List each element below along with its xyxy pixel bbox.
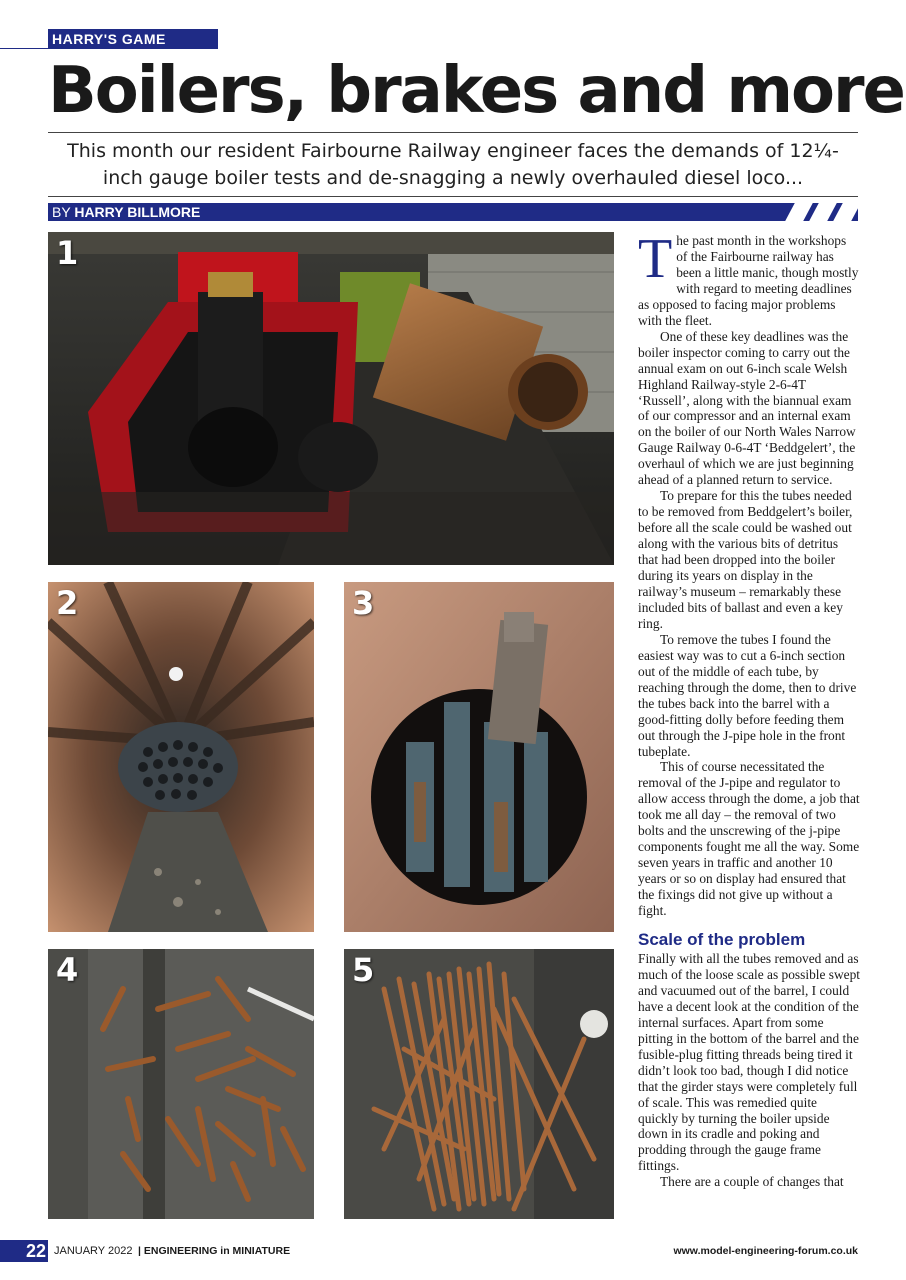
photo-3-image <box>344 582 614 932</box>
byline-author: HARRY BILLMORE <box>74 204 201 220</box>
article-paragraph: The past month in the workshops of the Fairbourne railway has been a little manic, though mostly with regard to meeting deadlines as opposed to facing major problems with the fleet. <box>638 233 859 328</box>
standfirst: This month our resident Fairbourne Railway engineer faces the demands of 12¼-inch gauge boiler tests and de-snagging a newly overhauled diesel loco... <box>67 140 839 189</box>
article-body <box>638 233 860 1227</box>
photo-1-image <box>48 232 614 565</box>
magazine-name: | ENGINEERING in MINIATURE <box>138 1245 291 1257</box>
page-number: 22 <box>0 1240 48 1262</box>
website-url: www.model-engineering-forum.co.uk <box>673 1245 858 1257</box>
article-subheading: Scale of the problem <box>638 929 806 949</box>
photo-5-image <box>344 949 614 1219</box>
title-rule <box>48 132 858 133</box>
article-paragraph: This of course necessitated the removal of the J-pipe and regulator to allow access through the dome, a job that took me all day – the removal of two bolts and the unscrewing of the j-pipe components fought me all the way. Some seven years in traffic and another 10 years or so on display had ensured that the fixings did not give up without a fight. <box>638 759 860 919</box>
byline-stripe <box>833 203 858 221</box>
section-tag: HARRY'S GAME <box>48 29 218 48</box>
article-paragraph: There are a couple of changes that <box>660 1174 844 1190</box>
photo-boiler-barrel <box>48 582 314 932</box>
page-title: Boilers, brakes and more <box>48 54 904 128</box>
photo-cut-tube-sections <box>48 949 314 1219</box>
photo-number: 1 <box>56 234 79 272</box>
standfirst-rule <box>48 196 858 197</box>
photo-removed-tubes <box>344 949 614 1219</box>
article-paragraph: One of these key deadlines was the boiler inspector coming to carry out the annual exam on out 6-inch scale Welsh Highland Railway-style 2-6-4T ‘Russell’, along with the biannual exam of our compressor and an internal exam on the boiler of our North Wales Narrow Gauge Railway 0-6-4T ‘Beddgelert’, the overhaul of which we are just beginning ahead of a planned return to service. <box>638 328 856 488</box>
drop-cap: T <box>638 233 673 290</box>
article-paragraph: Finally with all the tubes removed and as much of the loose scale as possible swept and vacuumed out of the barrel, I could have a decent look at the condition of the internal surfaces. Apart from some pitting in the bottom of the barrel and the fusible-plug fitting threads being tired it didn’t look too bad, though I did notice that the girder stays were completely full of scale. This was remedied quite quickly by turning the boiler upside down in its cradle and poking and prodding through the gauge frame fittings. <box>638 950 860 1174</box>
photo-dome-opening <box>344 582 614 932</box>
article-paragraph: To prepare for this the tubes needed to be removed from Beddgelert’s boiler, before all the scale could be washed out along with the various bits of detritus that had been dropped into the boiler during its years on display in the railway’s museum – remarkably these included bits of ballast and even a key ring. <box>638 488 853 631</box>
photo-number: 4 <box>56 951 79 989</box>
photo-number: 2 <box>56 584 79 622</box>
byline-stripe <box>785 203 813 221</box>
byline-prefix: BY <box>52 204 71 220</box>
photo-number: 3 <box>352 584 375 622</box>
photo-locomotive-workshop <box>48 232 614 565</box>
section-tag-rule <box>0 48 218 49</box>
byline <box>48 203 858 221</box>
byline-stripe <box>809 203 837 221</box>
issue-date: JANUARY 2022 <box>54 1245 133 1257</box>
article-paragraph: To remove the tubes I found the easiest way was to cut a 6-inch section out of the middle of each tube, by reaching through the dome, then to drive the tubes back into the barrel with a good-fitting dolly before feeding them out through the J-pipe hole in the front tubeplate. <box>638 631 857 759</box>
photo-2-image <box>48 582 314 932</box>
photo-number: 5 <box>352 951 375 989</box>
photo-4-image <box>48 949 314 1219</box>
